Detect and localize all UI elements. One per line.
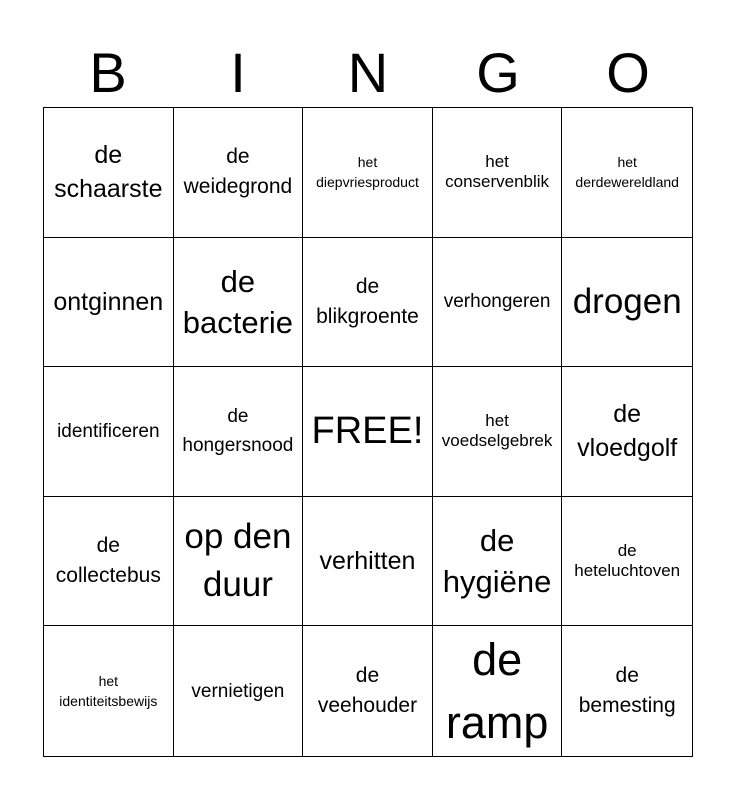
cell-text: de bemesting [578, 664, 676, 718]
bingo-cell-r1c2[interactable] [174, 108, 304, 238]
cell-text: de ramp [445, 634, 549, 749]
bingo-cell-free[interactable] [303, 367, 433, 497]
header-letter-b: B [89, 41, 127, 104]
cell-text: het voedselgebrek [441, 411, 553, 451]
bingo-header [43, 38, 693, 108]
bingo-cell-r3c1[interactable] [44, 367, 174, 497]
cell-text: de blikgroente [316, 274, 419, 328]
bingo-cell-r3c5[interactable] [562, 367, 692, 497]
bingo-cell-r2c3[interactable] [303, 238, 433, 368]
header-letter-n: N [347, 41, 389, 104]
bingo-cell-r4c4[interactable] [433, 497, 563, 627]
cell-text: de veehouder [317, 664, 418, 718]
cell-text: het identiteitsbewijs [59, 673, 158, 710]
bingo-cell-r4c1[interactable] [44, 497, 174, 627]
bingo-cell-r4c2[interactable] [174, 497, 304, 627]
bingo-cell-r5c4[interactable] [433, 626, 563, 756]
cell-text: de weidegrond [183, 145, 293, 199]
cell-text: de bacterie [182, 263, 294, 340]
bingo-cell-r1c1[interactable] [44, 108, 174, 238]
cell-text: de hygiëne [442, 523, 552, 600]
cell-text: het conservenblik [445, 152, 550, 192]
bingo-cell-r1c5[interactable] [562, 108, 692, 238]
cell-text: drogen [572, 281, 682, 321]
cell-text: op den duur [184, 517, 292, 605]
cell-text: verhongeren [443, 291, 551, 313]
bingo-cell-r5c3[interactable] [303, 626, 433, 756]
cell-text: verhitten [319, 547, 416, 576]
cell-text: ontginnen [53, 287, 164, 316]
bingo-cell-r5c1[interactable] [44, 626, 174, 756]
cell-text: de schaarste [54, 141, 163, 204]
bingo-cell-r3c2[interactable] [174, 367, 304, 497]
header-letter-o: O [606, 41, 650, 104]
bingo-cell-r5c2[interactable] [174, 626, 304, 756]
cell-text: de vloedgolf [577, 400, 678, 463]
cell-text: de heteluchtoven [574, 541, 681, 581]
cell-text: vernietigen [191, 680, 285, 702]
bingo-cell-r4c5[interactable] [562, 497, 692, 627]
bingo-cell-r2c2[interactable] [174, 238, 304, 368]
header-letter-g: G [476, 41, 520, 104]
bingo-cell-r3c4[interactable] [433, 367, 563, 497]
cell-text: de hongersnood [182, 406, 294, 457]
bingo-cell-r2c1[interactable] [44, 238, 174, 368]
bingo-cell-r1c4[interactable] [433, 108, 563, 238]
bingo-cell-r2c5[interactable] [562, 238, 692, 368]
header-letter-i: I [230, 41, 246, 104]
free-space-text: FREE! [311, 410, 424, 453]
bingo-cell-r4c3[interactable] [303, 497, 433, 627]
cell-text: het diepvriesproduct [316, 154, 419, 191]
cell-text: identificeren [57, 420, 160, 442]
bingo-cell-r1c3[interactable] [303, 108, 433, 238]
bingo-cell-r2c4[interactable] [433, 238, 563, 368]
bingo-cell-r5c5[interactable] [562, 626, 692, 756]
bingo-board [43, 107, 693, 757]
cell-text: het derdewereldland [575, 154, 679, 191]
cell-text: de collectebus [55, 534, 161, 588]
